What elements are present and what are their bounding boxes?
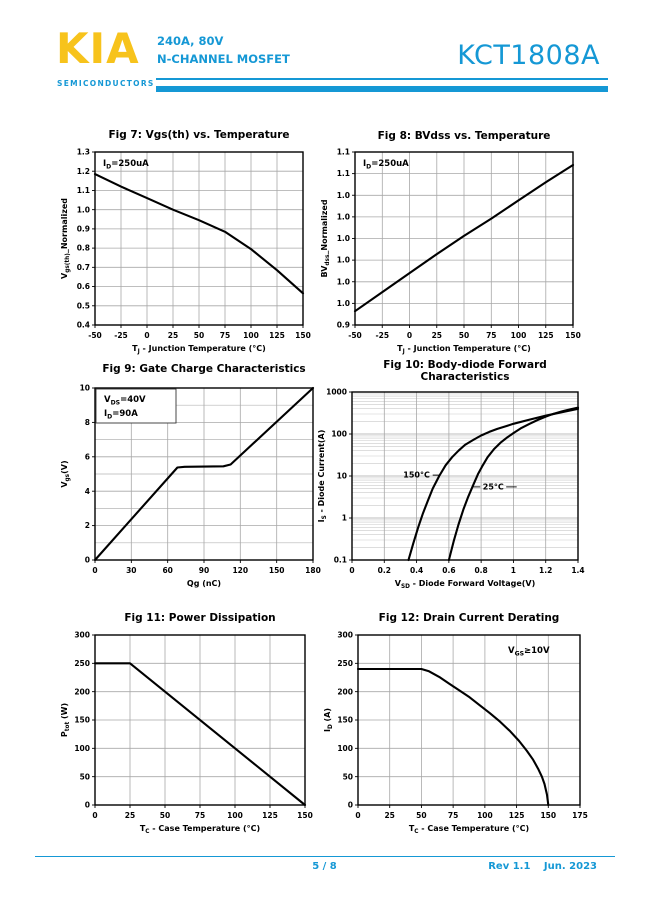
y-tick-label: 250 [337,658,353,668]
x-axis-label: $T_C$ - Case Temperature (°C) [139,824,261,836]
x-axis-label: $T_C$ - Case Temperature (°C) [408,824,530,836]
x-tick-label: 125 [537,331,554,340]
fig9-chart [55,358,330,600]
y-tick-label: 1.0 [336,234,350,244]
x-tick-label: -50 [348,331,362,340]
x-tick-label: 90 [198,566,210,575]
annotation: $V_{GS}\ge 10V$ [508,646,550,658]
tick-labels [337,631,587,820]
x-tick-label: 100 [510,331,527,340]
y-axis-label: $BV_{dss}\_Normalized$ [320,199,332,278]
chart-title-line2: Characteristics [420,371,510,383]
chart-title: Fig 11: Power Dissipation [124,612,276,624]
y-tick-label: 1.1 [336,169,350,179]
y-tick-label: 150 [74,715,90,725]
y-axis-label: $V_{gs(th)}\_Normalized$ [60,197,72,280]
x-tick-label: 1 [510,566,517,575]
x-axis-label: $V_{SD}$ - Diode Forward Voltage(V) [394,579,536,591]
x-tick-label: 180 [305,566,321,575]
chart-title: Fig 9: Gate Charge Characteristics [102,363,306,375]
x-tick-label: 1.2 [539,566,553,575]
x-tick-label: 125 [269,331,285,340]
y-tick-label: 0 [347,800,353,810]
x-tick-label: 100 [477,811,493,820]
y-tick-label: 100 [331,429,347,439]
x-axis-label: Qg (nC) [186,579,222,588]
x-tick-label: 150 [565,331,581,340]
y-tick-label: 300 [74,630,90,640]
y-tick-label: 1.1 [336,147,350,157]
tick-labels [77,148,311,340]
y-tick-label: 0 [84,800,90,810]
y-tick-label: 250 [74,658,90,668]
chart-title: Fig 12: Drain Current Derating [378,612,560,624]
y-tick-label: 1.3 [76,147,90,157]
x-tick-label: 175 [572,811,588,820]
chart-title: Fig 10: Body-diode Forward [383,359,547,371]
x-tick-label: 25 [384,811,395,820]
x-tick-label: 0 [92,566,98,575]
x-tick-label: 120 [232,566,249,575]
fig7-chart [55,125,325,363]
y-tick-label: 4 [84,486,90,496]
grid [355,152,573,325]
x-tick-label: 0.4 [409,566,424,575]
y-tick-label: 0.5 [76,301,90,311]
x-tick-label: 0.2 [377,566,391,575]
y-tick-label: 200 [337,687,353,697]
device-type: N-CHANNEL MOSFET [157,52,290,66]
y-axis-label: $I_D$ (A) [323,707,335,733]
x-tick-label: 25 [124,811,136,820]
x-tick-label: 50 [193,331,205,340]
x-tick-label: 0 [406,331,413,340]
y-tick-label: 8 [84,418,90,427]
x-tick-label: 75 [194,811,206,820]
x-tick-label: 100 [227,811,243,820]
x-tick-label: 75 [219,331,231,340]
y-tick-label: 100 [74,743,90,753]
x-tick-label: -50 [88,331,102,340]
x-axis-label: $T_J$ - Junction Temperature (°C) [397,344,531,356]
annotation: $I_D=250uA$ [363,159,409,171]
y-axis-label: $V_{gs}(V)$ [60,460,72,488]
x-tick-label: 0.8 [474,566,488,575]
y-tick-label: 1.0 [336,277,350,287]
x-tick-label: 150 [295,331,311,340]
x-tick-label: 0 [92,811,98,820]
y-tick-label: 0.6 [76,282,90,292]
y-tick-label: 0.1 [333,555,347,565]
y-tick-label: 1.0 [336,190,350,200]
y-tick-label: 0.9 [336,320,350,330]
revision-date: Jun. 2023 [543,861,597,872]
y-tick-label: 50 [342,772,353,782]
y-tick-label: 0 [84,555,90,565]
x-tick-label: 150 [297,811,313,820]
x-tick-label: 25 [167,331,179,340]
x-tick-label: 75 [447,811,459,820]
y-tick-label: 300 [337,630,353,640]
y-tick-label: 1.0 [336,255,350,265]
y-tick-label: 0.9 [76,224,90,234]
y-tick-label: 1.0 [336,299,350,308]
x-axis-label: $T_J$ - Junction Temperature (°C) [132,344,266,356]
annotation: $V_{DS}=40V$ [104,395,146,407]
x-tick-label: 30 [126,566,137,575]
y-tick-label: 200 [74,687,90,697]
y-tick-label: 1.0 [76,205,90,215]
kia-logo: KIA [56,24,140,73]
x-tick-label: 50 [159,811,171,820]
x-tick-label: 150 [268,566,285,575]
tick-labels [74,631,312,820]
logo-subtitle: SEMICONDUCTORS [57,79,155,88]
fig10-chart [315,352,600,600]
x-tick-label: 1.4 [571,566,585,575]
curve-label: 150°C [403,470,430,480]
y-tick-label: 150 [337,715,353,725]
fig12-chart [315,603,600,848]
y-tick-label: 100 [337,743,353,753]
y-tick-label: 10 [79,383,90,393]
chart-title: Fig 7: Vgs(th) vs. Temperature [108,129,290,141]
y-axis-label: $P_{tot}$ (W) [60,702,72,738]
y-tick-label: 1.2 [76,166,90,176]
fig8-chart [315,125,585,363]
revision-label: Rev 1.1 [488,861,531,872]
footer-rule [35,856,615,857]
y-tick-label: 6 [84,452,90,462]
page-indicator: 5 / 8 [312,861,337,872]
x-tick-label: -25 [114,331,128,340]
x-tick-label: -25 [375,331,390,340]
device-rating: 240A, 80V [157,34,224,48]
y-tick-label: 50 [79,772,90,782]
x-tick-label: 150 [540,811,557,820]
fig11-chart [55,603,325,848]
y-tick-label: 0.8 [76,243,90,253]
y-tick-label: 0.4 [76,320,90,330]
x-tick-label: 0 [144,331,150,340]
x-tick-label: 100 [243,331,259,340]
x-tick-label: 50 [458,331,470,340]
y-tick-label: 1.0 [336,212,350,222]
part-number: KCT1808A [457,40,600,71]
y-tick-label: 2 [84,521,90,531]
x-tick-label: 0.6 [442,566,456,575]
y-tick-label: 1 [341,513,347,523]
grid [95,152,303,325]
grid [358,635,580,805]
x-tick-label: 0 [349,566,355,575]
x-tick-label: 75 [486,331,497,340]
x-tick-label: 60 [162,566,173,575]
chart-title: Fig 8: BVdss vs. Temperature [377,130,551,142]
x-tick-label: 0 [355,811,361,820]
x-tick-label: 125 [508,811,525,820]
y-tick-label: 0.7 [76,262,90,272]
x-tick-label: 125 [262,811,278,820]
annotation: $I_D=90A$ [104,409,138,421]
y-tick-label: 1.1 [76,186,90,195]
x-tick-label: 25 [431,331,443,340]
curve-label: 25°C [482,482,504,492]
x-tick-label: 50 [416,811,427,820]
annotation: $I_D=250uA$ [103,159,149,171]
y-axis-label: $I_S$ - Diode Current(A) [317,429,329,523]
tick-labels [337,148,581,340]
y-tick-label: 1000 [326,387,347,397]
revision-info [488,861,597,872]
y-tick-label: 10 [336,471,347,481]
